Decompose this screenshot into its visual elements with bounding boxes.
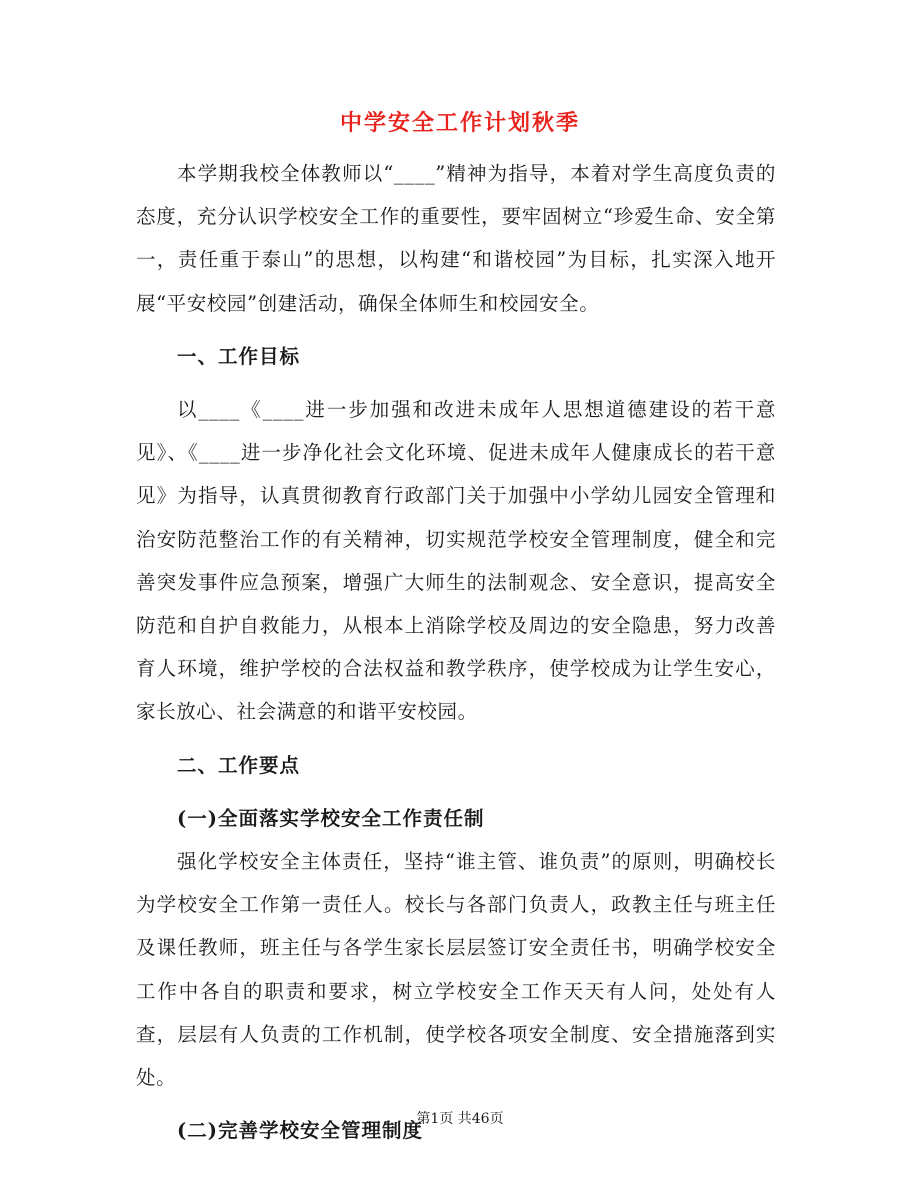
section-heading-goals: 一、工作目标 — [177, 344, 301, 368]
spacer — [136, 787, 776, 797]
spacer — [136, 734, 776, 744]
spacer — [136, 325, 776, 335]
spacer — [136, 378, 776, 388]
subsection-heading-management: (二)完善学校安全管理制度 — [177, 1119, 423, 1143]
section-heading-key-points: 二、工作要点 — [177, 753, 301, 777]
responsibility-paragraph: 强化学校安全主体责任，坚持“谁主管、谁负责”的原则，明确校长为学校安全工作第一责任人。校长与各部门负责人，政教主任与班主任及课任教师，班主任与各学生家长层层签订安全责任书，明确学校安全工作中各自的职责和要求，树立学校安全工作天天有人问，处处有人查，层层有人负责的工作机制，使学校各项安全制度、安全措施落到实处。 — [136, 850, 776, 1090]
subsection-heading-responsibility: (一)全面落实学校安全工作责任制 — [177, 806, 485, 830]
intro-paragraph: 本学期我校全体教师以“____”精神为指导，本着对学生高度负责的态度，充分认识学校安全工作的重要性，要牢固树立“珍爱生命、安全第一，责任重于泰山”的思想，以构建“和谐校园”为目标，扎实深入地开展“平安校园”创建活动，确保全体师生和校园安全。 — [136, 162, 776, 315]
document-title: 中学安全工作计划秋季 — [339, 110, 580, 136]
page-number: 第1页 共46页 — [416, 1111, 504, 1127]
goals-paragraph: 以____《____进一步加强和改进未成年人思想道德建设的若干意见》、《____进一步净化社会文化环境、促进未成年人健康成长的若干意见》为指导，认真贯彻教育行政部门关于加强中小学幼儿园安全管理和治安防范整治工作的有关精神，切实规范学校安全管理制度，健全和完善突发事件应急预案，增强广大师生的法制观念、安全意识，提高安全防范和自护自救能力，从根本上消除学校及周边的安全隐患，努力改善育人环境，维护学校的合法权益和教学秩序，使学校成为让学生安心，家长放心、社会满意的和谐平安校园。 — [136, 398, 776, 724]
document-body — [136, 152, 776, 1152]
